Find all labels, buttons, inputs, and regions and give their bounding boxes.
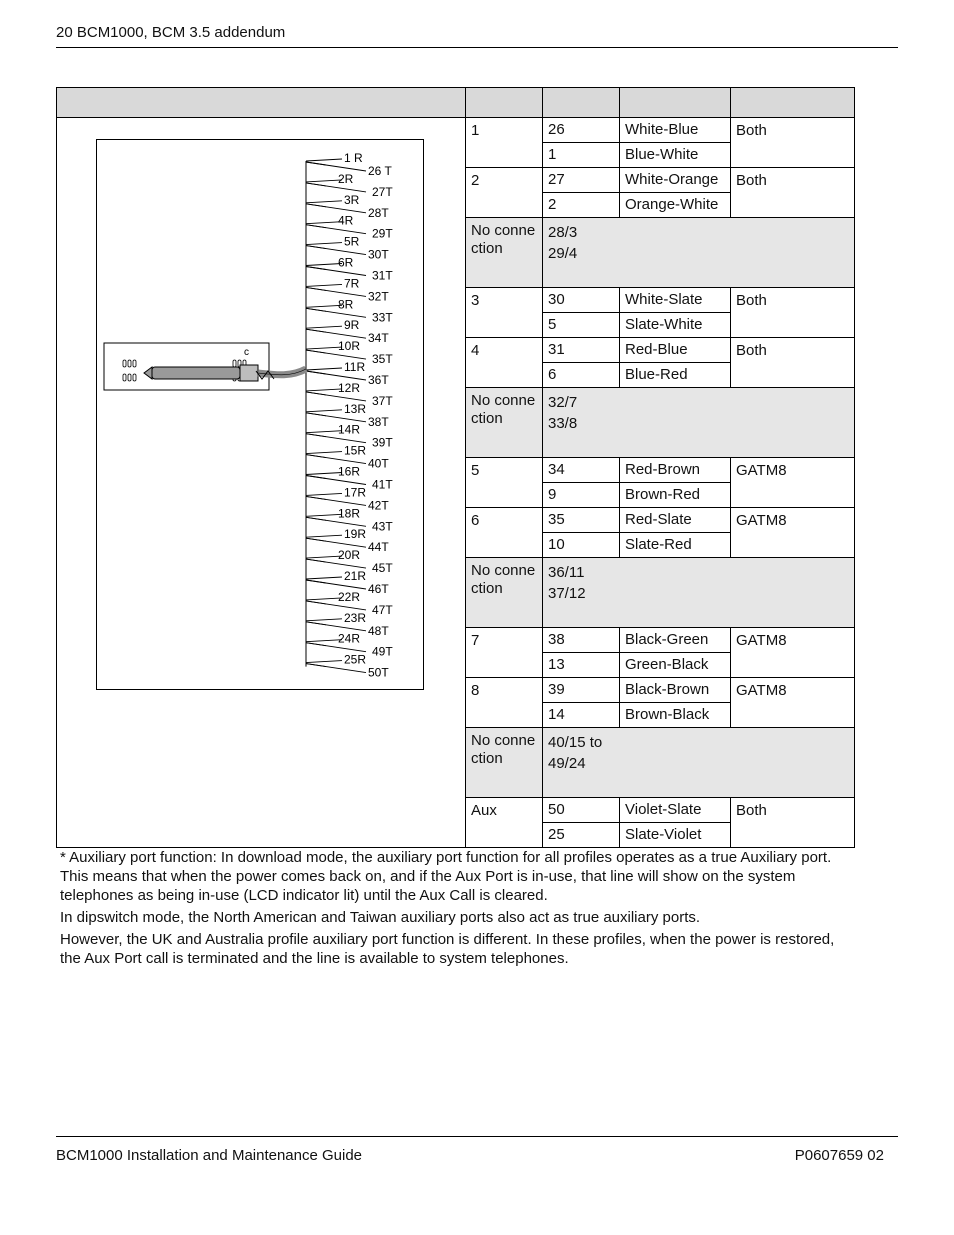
wire-split xyxy=(306,580,326,583)
r-pin-label: 2R xyxy=(338,171,354,186)
r-wire-lead xyxy=(306,243,342,245)
t-pin-label: 32T xyxy=(368,289,389,304)
t-pin-label: 48T xyxy=(368,623,389,638)
no-connection-pin: 32/7 xyxy=(548,394,578,411)
no-connection-pin: 29/4 xyxy=(548,245,578,262)
type-cell: Both xyxy=(731,168,855,218)
footer-part-number: P0607659 02 xyxy=(794,1147,884,1164)
t-pin-label: 44T xyxy=(368,540,389,555)
wire-color-cell: Brown-Red xyxy=(620,483,731,508)
header-cell-color xyxy=(620,88,731,118)
pin-hole-icon xyxy=(128,374,131,381)
r-wire-lead xyxy=(306,305,342,307)
r-wire-lead xyxy=(306,410,342,412)
r-wire-lead xyxy=(306,431,342,433)
t-pin-label: 49T xyxy=(372,644,393,659)
pin-hole-icon xyxy=(123,374,126,381)
wire-split xyxy=(306,517,326,520)
wire-split xyxy=(306,643,326,646)
no-connection-pin: 40/15 to xyxy=(548,734,603,751)
no-connection-pin: 33/8 xyxy=(548,415,578,432)
type-cell: GATM8 xyxy=(731,458,855,508)
no-connection-pin: 49/24 xyxy=(548,755,586,772)
pin-cell: 9 xyxy=(543,483,620,508)
type-cell: GATM8 xyxy=(731,628,855,678)
r-wire-lead xyxy=(306,284,342,286)
wire-color-cell: White-Blue xyxy=(620,118,731,143)
r-wire-lead xyxy=(306,535,342,537)
no-connection-pins xyxy=(543,728,620,798)
wire-split xyxy=(306,664,326,667)
r-wire-lead xyxy=(306,159,342,161)
wire-split xyxy=(306,225,326,228)
header-cell-diagram xyxy=(57,88,466,118)
wire-split xyxy=(306,371,326,374)
r-wire-lead xyxy=(306,368,342,370)
t-pin-label: 29T xyxy=(372,226,393,241)
no-connection-pins xyxy=(543,388,620,458)
note-dipswitch: In dipswitch mode, the North American and Taiwan auxiliary ports also act as true auxiliary ports. xyxy=(60,909,701,926)
wire-color-cell: Violet-Slate xyxy=(620,798,731,823)
type-cell: GATM8 xyxy=(731,678,855,728)
r-wire-lead xyxy=(306,640,342,642)
pin-cell: 35 xyxy=(543,508,620,533)
no-connection-fill xyxy=(620,728,855,798)
wire-split xyxy=(306,434,326,437)
r-pin-label: 24R xyxy=(338,631,361,646)
r-pin-label: 25R xyxy=(344,652,367,667)
r-pin-label: 22R xyxy=(338,589,361,604)
pin-cell: 2 xyxy=(543,193,620,218)
t-pin-label: 34T xyxy=(368,331,389,346)
wire-color-cell: Red-Brown xyxy=(620,458,731,483)
pin-cell: 14 xyxy=(543,703,620,728)
r-wire-lead xyxy=(306,452,342,454)
no-connection-label xyxy=(466,218,543,288)
type-cell: Both xyxy=(731,798,855,848)
connector-letter: c xyxy=(244,347,249,358)
t-pin-label: 41T xyxy=(372,477,393,492)
pin-cell: 1 xyxy=(543,143,620,168)
no-connection-label xyxy=(466,558,543,628)
no-connection-text: No connection xyxy=(471,562,536,597)
r-wire-lead xyxy=(306,222,342,224)
r-pin-label: 11R xyxy=(344,360,366,374)
r-pin-label: 1 R xyxy=(344,151,363,165)
t-pin-label: 36T xyxy=(368,373,389,387)
pin-cell: 31 xyxy=(543,338,620,363)
r-wire-lead xyxy=(306,473,342,475)
pin-hole-icon xyxy=(123,360,126,367)
type-cell: Both xyxy=(731,338,855,388)
wire-split xyxy=(306,329,326,332)
wire-split xyxy=(306,622,326,625)
pin-hole-icon xyxy=(133,360,136,367)
header-rule xyxy=(56,47,898,48)
no-connection-fill xyxy=(620,218,855,288)
pin-cell: 25 xyxy=(543,823,620,848)
no-connection-text: No connection xyxy=(471,222,536,257)
pin-cell: 13 xyxy=(543,653,620,678)
wire-color-cell: White-Orange xyxy=(620,168,731,193)
t-pin-label: 46T xyxy=(368,582,389,596)
wire-split xyxy=(306,162,326,165)
note-aux-download: * Auxiliary port function: In download mode, the auxiliary port function for all profiles operates as a true Auxiliary port. This means that when the power comes back on, and if the Aux Port is in-use, that line will show on the system telephones as being in-use (LCD indicator lit) until the Aux Call is cleared. xyxy=(60,849,832,904)
type-cell: Both xyxy=(731,288,855,338)
connector-diagram xyxy=(96,139,426,692)
wire-color-cell: Green-Black xyxy=(620,653,731,678)
pair-cell: 4 xyxy=(466,338,543,388)
wire-split xyxy=(306,183,326,186)
no-connection-fill xyxy=(620,388,855,458)
wire-split xyxy=(306,476,326,479)
t-pin-label: 42T xyxy=(368,498,389,513)
r-pin-label: 16R xyxy=(338,464,361,479)
t-pin-label: 33T xyxy=(372,310,393,325)
r-pin-label: 4R xyxy=(338,213,354,228)
t-pin-label: 47T xyxy=(372,602,393,617)
r-wire-lead xyxy=(306,326,342,328)
header-cell-pair xyxy=(466,88,543,118)
t-pin-label: 27T xyxy=(372,184,393,199)
r-pin-label: 12R xyxy=(338,380,361,395)
t-pin-label: 43T xyxy=(372,519,393,534)
pin-hole-icon xyxy=(233,360,236,367)
wire-color-cell: Black-Green xyxy=(620,628,731,653)
no-connection-label xyxy=(466,728,543,798)
wire-split xyxy=(306,246,326,249)
wire-split xyxy=(306,350,326,353)
type-cell: Both xyxy=(731,118,855,168)
r-pin-label: 18R xyxy=(338,506,361,521)
no-connection-fill xyxy=(620,558,855,628)
t-pin-label: 35T xyxy=(372,352,393,367)
no-connection-pin: 37/12 xyxy=(548,585,586,602)
wire-split xyxy=(306,496,326,499)
wire-split xyxy=(306,455,326,458)
pair-cell: 6 xyxy=(466,508,543,558)
notes xyxy=(60,848,840,971)
wire-color-cell: White-Slate xyxy=(620,288,731,313)
wire-color-cell: Red-Slate xyxy=(620,508,731,533)
t-pin-label: 45T xyxy=(372,561,393,576)
pair-cell: 8 xyxy=(466,678,543,728)
wire-color-cell: Red-Blue xyxy=(620,338,731,363)
pair-cell: 2 xyxy=(466,168,543,218)
r-wire-lead xyxy=(306,180,342,182)
r-pin-label: 19R xyxy=(344,527,367,542)
r-pin-label: 23R xyxy=(344,610,367,625)
wire-color-cell: Orange-White xyxy=(620,193,731,218)
t-pin-label: 40T xyxy=(368,456,389,471)
r-pin-label: 20R xyxy=(338,548,361,563)
r-pin-label: 3R xyxy=(344,192,360,207)
r-pin-label: 5R xyxy=(344,234,360,249)
no-connection-text: No connection xyxy=(471,732,536,767)
no-connection-pin: 28/3 xyxy=(548,224,578,241)
pair-cell: 5 xyxy=(466,458,543,508)
no-connection-label xyxy=(466,388,543,458)
plug-body xyxy=(152,367,240,379)
t-pin-label: 28T xyxy=(368,205,389,220)
type-cell: GATM8 xyxy=(731,508,855,558)
wire-split xyxy=(306,267,326,270)
r-wire-lead xyxy=(306,201,342,203)
pin-cell: 39 xyxy=(543,678,620,703)
r-wire-lead xyxy=(306,514,342,516)
r-pin-label: 21R xyxy=(344,569,367,583)
header-cell-pin xyxy=(543,88,620,118)
r-pin-label: 17R xyxy=(344,485,367,500)
no-connection-text: No connection xyxy=(471,392,536,427)
wire-color-cell: Blue-White xyxy=(620,143,731,168)
wire-color-cell: Brown-Black xyxy=(620,703,731,728)
wire-split xyxy=(306,538,326,541)
wire-color-cell: Slate-White xyxy=(620,313,731,338)
footer-rule xyxy=(56,1136,898,1137)
r-wire-lead xyxy=(306,598,342,600)
r-pin-label: 10R xyxy=(338,339,361,354)
r-wire-lead xyxy=(306,264,342,266)
wire-split xyxy=(306,392,326,395)
pin-cell: 5 xyxy=(543,313,620,338)
no-connection-pin: 36/11 xyxy=(548,564,585,581)
pin-cell: 34 xyxy=(543,458,620,483)
r-wire-lead xyxy=(306,661,342,663)
r-pin-label: 9R xyxy=(344,318,360,333)
no-connection-pins xyxy=(543,218,620,288)
running-header: 20 BCM1000, BCM 3.5 addendum xyxy=(56,24,286,41)
r-pin-label: 6R xyxy=(338,255,354,270)
r-wire-lead xyxy=(306,619,342,621)
pin-cell: 26 xyxy=(543,118,620,143)
table-header-row xyxy=(57,88,855,118)
pin-cell: 6 xyxy=(543,363,620,388)
t-pin-label: 38T xyxy=(368,414,389,429)
wire-color-cell: Blue-Red xyxy=(620,363,731,388)
wire-split xyxy=(306,601,326,604)
wire-split xyxy=(306,308,326,311)
r-pin-label: 13R xyxy=(344,401,367,416)
pin-cell: 27 xyxy=(543,168,620,193)
t-pin-label: 39T xyxy=(372,435,393,450)
pair-cell: 7 xyxy=(466,628,543,678)
wire-split xyxy=(306,413,326,416)
t-pin-label: 26 T xyxy=(368,164,392,178)
r-pin-label: 8R xyxy=(338,297,354,312)
r-wire-lead xyxy=(306,389,342,391)
pair-cell: 1 xyxy=(466,118,543,168)
footer-guide-title: BCM1000 Installation and Maintenance Guide xyxy=(56,1147,363,1164)
wire-split xyxy=(306,559,326,562)
pin-cell: 10 xyxy=(543,533,620,558)
pin-cell: 38 xyxy=(543,628,620,653)
wire-split xyxy=(306,287,326,290)
wire-color-cell: Slate-Red xyxy=(620,533,731,558)
r-wire-lead xyxy=(306,347,342,349)
t-pin-label: 30T xyxy=(368,247,389,262)
r-pin-label: 14R xyxy=(338,422,361,437)
pin-hole-icon xyxy=(133,374,136,381)
header-cell-type xyxy=(731,88,855,118)
pair-cell: Aux xyxy=(466,798,543,848)
pin-cell: 30 xyxy=(543,288,620,313)
r-wire-lead xyxy=(306,493,342,495)
wire-color-cell: Slate-Violet xyxy=(620,823,731,848)
t-pin-label: 31T xyxy=(372,268,393,283)
r-wire-lead xyxy=(306,577,342,579)
r-pin-label: 15R xyxy=(344,443,367,458)
pin-hole-icon xyxy=(128,360,131,367)
wire-color-cell: Black-Brown xyxy=(620,678,731,703)
plug-collar xyxy=(240,365,258,381)
t-pin-label: 37T xyxy=(372,393,393,408)
no-connection-pins xyxy=(543,558,620,628)
r-wire-lead xyxy=(306,556,342,558)
pin-cell: 50 xyxy=(543,798,620,823)
pair-cell: 3 xyxy=(466,288,543,338)
r-pin-label: 7R xyxy=(344,276,360,291)
wire-split xyxy=(306,204,326,207)
note-uk-australia: However, the UK and Australia profile auxiliary port function is different. In these profiles, when the power is restored, the Aux Port call is terminated and the line is available to system telephones. xyxy=(60,931,835,967)
t-pin-label: 50T xyxy=(368,665,389,680)
